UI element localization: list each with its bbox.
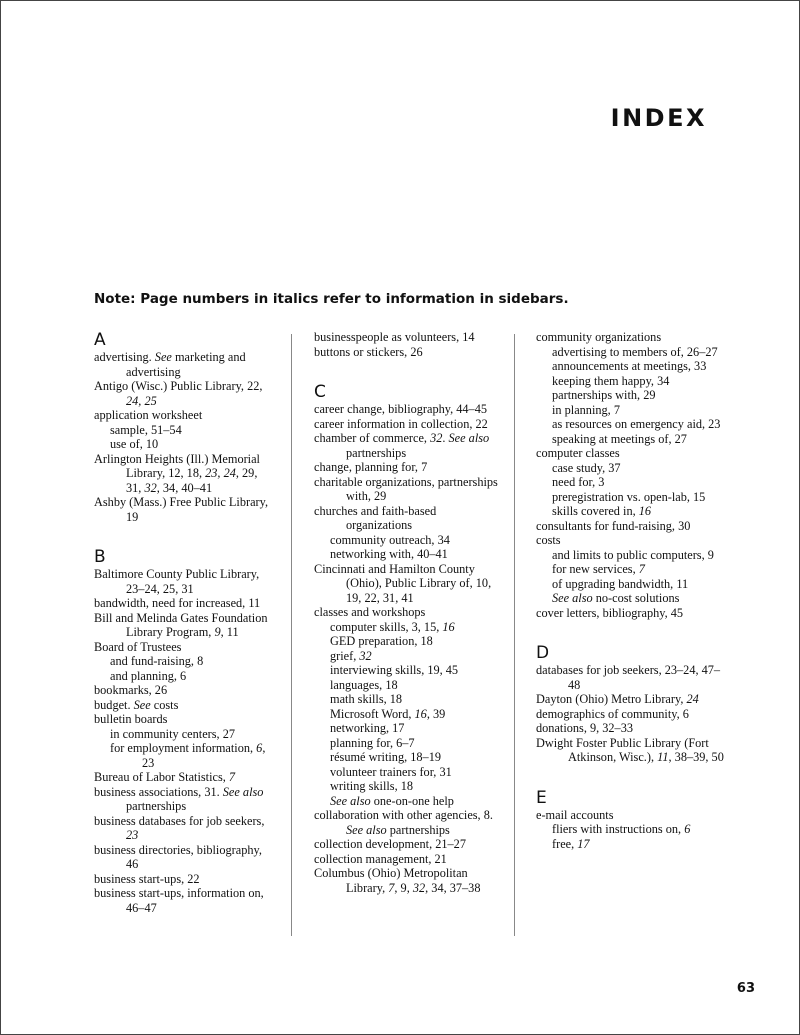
index-subentry: partnerships with, 29 xyxy=(552,388,656,402)
index-subentry: sample, 51–54 xyxy=(110,422,182,437)
index-subentry: as resources on emergency aid, 23 xyxy=(552,417,721,431)
index-entry: costs xyxy=(536,533,561,547)
index-subentry: speaking at meetings of, 27 xyxy=(552,431,687,446)
index-subentry: need for, 3 xyxy=(552,475,605,489)
index-subentry: advertising to members of, 26–27 xyxy=(552,344,718,359)
index-subentry: use of, 10 xyxy=(110,437,159,451)
index-entry: Columbus (Ohio) Metropolitan Library, 7, 9, 32, 34, 37–38 xyxy=(314,866,481,895)
index-entry: career change, bibliography, 44–45 xyxy=(314,402,487,416)
index-entry: Antigo (Wisc.) Public Library, 22, 24, 25 xyxy=(94,379,263,408)
index-entry: Cincinnati and Hamilton County (Ohio), Public Library of, 10, 19, 22, 31, 41 xyxy=(314,561,492,605)
index-subentry: Microsoft Word, 16, 39 xyxy=(330,706,446,721)
index-entry: Board of Trustees xyxy=(94,639,182,654)
italics-note: Note: Page numbers in italics refer to information in sidebars. xyxy=(94,291,569,307)
section-spacer xyxy=(536,765,726,788)
index-subentry: networking, 17 xyxy=(330,721,405,735)
index-subentry: free, 17 xyxy=(552,836,590,851)
index-entry: application worksheet xyxy=(94,408,203,422)
index-entry: advertising. See marketing and advertising xyxy=(94,350,246,379)
index-entry: collaboration with other agencies, 8. See also partnerships xyxy=(314,808,493,837)
index-column-1 xyxy=(94,330,272,915)
section-letter: A xyxy=(94,330,106,350)
index-subentry: skills covered in, 16 xyxy=(552,504,652,518)
index-entry: career information in collection, 22 xyxy=(314,416,488,431)
column-divider xyxy=(291,334,292,936)
index-subentry: computer skills, 3, 15, 16 xyxy=(330,619,455,634)
index-entry: cover letters, bibliography, 45 xyxy=(536,605,684,620)
section-letter: E xyxy=(536,787,547,808)
index-entry: bulletin boards xyxy=(94,712,168,726)
index-entry: businesspeople as volunteers, 14 xyxy=(314,330,475,344)
index-subentry: for employment information, 6, 23 xyxy=(110,741,266,770)
index-subentry: See also one-on-one help xyxy=(330,793,454,808)
index-subentry: math skills, 18 xyxy=(330,692,403,706)
index-subentry: and fund-raising, 8 xyxy=(110,654,204,668)
index-entry: Arlington Heights (Ill.) Memorial Library, 12, 18, 23, 24, 29, 31, 32, 34, 40–41 xyxy=(94,451,260,495)
index-subentry: interviewing skills, 19, 45 xyxy=(330,663,459,677)
index-subentry: keeping them happy, 34 xyxy=(552,373,670,388)
column-divider xyxy=(514,334,515,936)
index-entry: churches and faith-based organizations xyxy=(314,503,437,532)
index-subentry: grief, 32 xyxy=(330,648,372,663)
index-entry: change, planning for, 7 xyxy=(314,460,428,474)
index-entry: bandwidth, need for increased, 11 xyxy=(94,596,261,610)
index-subentry: case study, 37 xyxy=(552,460,621,475)
index-entry: community organizations xyxy=(536,330,662,344)
index-entry: Bureau of Labor Statistics, 7 xyxy=(94,770,236,784)
page-number: 63 xyxy=(736,981,755,996)
index-entry: business associations, 31. See also partnerships xyxy=(94,784,264,813)
index-subentry: in planning, 7 xyxy=(552,402,620,417)
index-entry: consultants for fund-raising, 30 xyxy=(536,518,691,533)
index-entry: business start-ups, information on, 46–47 xyxy=(94,886,264,915)
index-subentry: volunteer trainers for, 31 xyxy=(330,764,452,779)
section-spacer xyxy=(314,359,504,382)
index-subentry: and planning, 6 xyxy=(110,668,187,683)
index-column-3 xyxy=(536,330,726,851)
section-letter: C xyxy=(314,382,326,402)
index-subentry: languages, 18 xyxy=(330,677,398,692)
index-subentry: announcements at meetings, 33 xyxy=(552,359,707,373)
index-subentry: résumé writing, 18–19 xyxy=(330,750,441,764)
index-entry: Ashby (Mass.) Free Public Library, 19 xyxy=(94,495,269,524)
index-subentry: for new services, 7 xyxy=(552,562,645,576)
index-entry: Baltimore County Public Library, 23–24, 25, 31 xyxy=(94,567,260,596)
index-entry: business databases for job seekers, 23 xyxy=(94,813,265,842)
index-entry: e-mail accounts xyxy=(536,807,614,822)
index-entry: computer classes xyxy=(536,446,620,460)
index-entry: bookmarks, 26 xyxy=(94,683,168,697)
section-spacer xyxy=(536,620,726,643)
index-subentry: and limits to public computers, 9 xyxy=(552,547,714,562)
section-letter: B xyxy=(94,547,106,567)
index-subentry: See also no-cost solutions xyxy=(552,591,680,605)
section-spacer xyxy=(94,524,272,547)
index-entry: Bill and Melinda Gates Foundation Library Program, 9, 11 xyxy=(94,610,268,639)
index-subentry: planning for, 6–7 xyxy=(330,735,415,750)
index-entry: databases for job seekers, 23–24, 47–48 xyxy=(536,663,721,692)
index-entry: Dwight Foster Public Library (Fort Atkinson, Wisc.), 11, 38–39, 50 xyxy=(536,735,724,764)
index-subentry: in community centers, 27 xyxy=(110,726,235,741)
page-title: INDEX xyxy=(610,104,707,132)
index-subentry: fliers with instructions on, 6 xyxy=(552,822,691,836)
index-subentry: GED preparation, 18 xyxy=(330,634,433,648)
index-subentry: of upgrading bandwidth, 11 xyxy=(552,576,689,591)
index-subentry: writing skills, 18 xyxy=(330,779,414,793)
index-entry: business directories, bibliography, 46 xyxy=(94,842,262,871)
index-entry: collection development, 21–27 xyxy=(314,837,466,851)
index-entry: collection management, 21 xyxy=(314,851,447,866)
index-entry: budget. See costs xyxy=(94,697,179,712)
index-entry: business start-ups, 22 xyxy=(94,871,200,886)
index-subentry: community outreach, 34 xyxy=(330,532,450,547)
index-entry: classes and workshops xyxy=(314,605,426,619)
index-entry: chamber of commerce, 32. See also partnerships xyxy=(314,431,490,460)
index-column-2 xyxy=(314,330,504,895)
index-entry: Dayton (Ohio) Metro Library, 24 xyxy=(536,692,699,706)
index-entry: charitable organizations, partnerships with, 29 xyxy=(314,474,498,503)
index-entry: demographics of community, 6 xyxy=(536,706,689,721)
index-entry: buttons or stickers, 26 xyxy=(314,344,423,359)
section-letter: D xyxy=(536,643,550,663)
index-subentry: preregistration vs. open-lab, 15 xyxy=(552,489,706,504)
index-entry: donations, 9, 32–33 xyxy=(536,721,634,735)
index-subentry: networking with, 40–41 xyxy=(330,547,448,561)
